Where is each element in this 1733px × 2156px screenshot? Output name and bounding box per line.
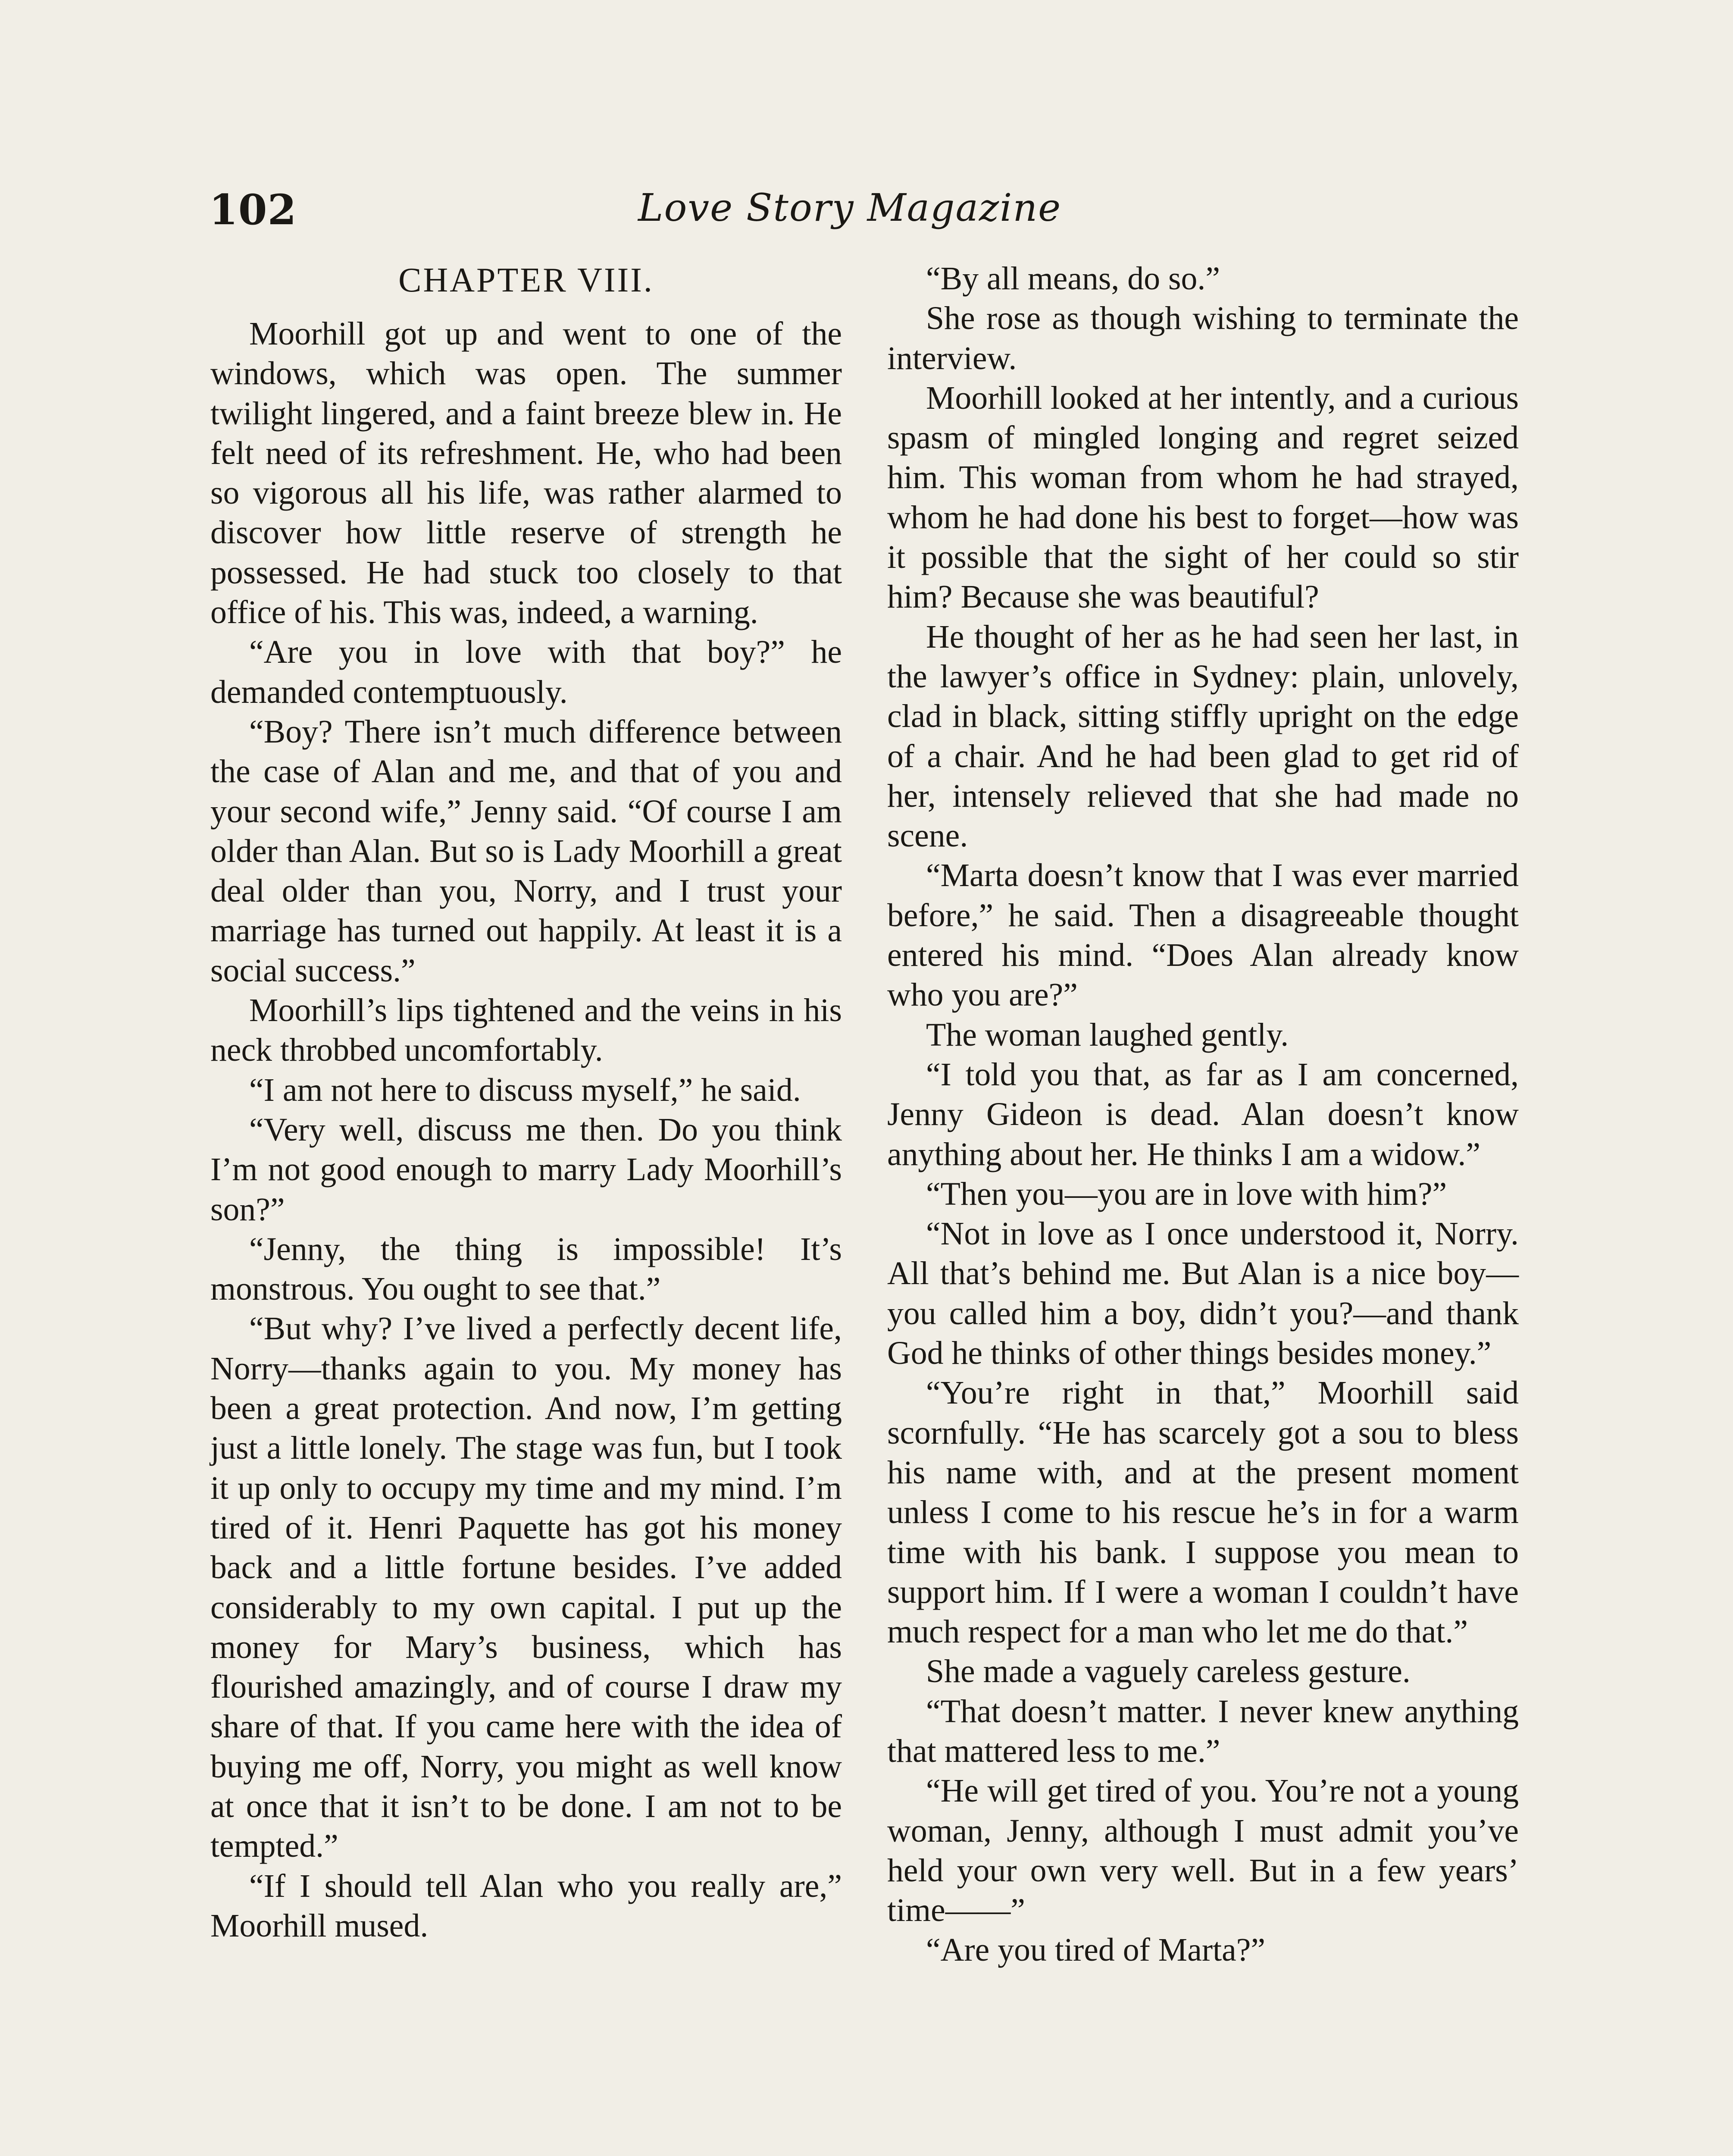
paragraph: “But why? I’ve lived a perfectly decent life, Norry—thanks again to you. My money has been a great protection. And now, I’m getting just a little lonely. The stage was fun, but I took it up only to occupy my time and my mind. I’m tired of it. Henri Paquette has got his money back and a little fortune besides. I’ve added considerably to my own capital. I put up the money for Mary’s business, which has flourished amazingly, and of course I draw my share of that. If you came here with the idea of buying me off, Norry, you might as well know at once that it isn’t to be done. I am not to be tempted.” <box>210 1310 842 1865</box>
paragraph: “He will get tired of you. You’re not a young woman, Jenny, although I must admit you’ve held your own very well. But in a few years’ time——” <box>887 1773 1519 1929</box>
paragraph: Moorhill’s lips tightened and the veins in his neck throbbed uncomfortably. <box>210 992 842 1069</box>
paragraph: Moorhill looked at her intently, and a curious spasm of mingled longing and regret seized him. This woman from whom he had strayed, whom he had done his best to forget—how was it possible that the sight of her could so stir him? Because she was beautiful? <box>887 379 1519 615</box>
running-head-title: Love Story Magazine <box>638 185 1062 230</box>
left-column <box>210 259 842 1946</box>
paragraph: She made a vaguely careless gesture. <box>926 1653 1411 1690</box>
paragraph: “If I should tell Alan who you really are,” Moorhill mused. <box>210 1868 842 1944</box>
paragraph: “Are you in love with that boy?” he demanded contemptuously. <box>210 634 842 710</box>
paragraph: “I am not here to discuss myself,” he said. <box>249 1072 801 1108</box>
page-number: 102 <box>209 185 297 234</box>
paragraph: “By all means, do so.” <box>926 260 1220 297</box>
paragraph: “That doesn’t matter. I never knew anything that mattered less to me.” <box>887 1693 1519 1769</box>
paragraph: Moorhill got up and went to one of the windows, which was open. The summer twilight lingered, and a faint breeze blew in. He felt need of its refreshment. He, who had been so vigorous all his life, was rather alarmed to discover how little reserve of strength he possessed. He had stuck too closely to that office of his. This was, indeed, a warning. <box>210 316 842 631</box>
paragraph: She rose as though wishing to terminate the interview. <box>887 300 1519 376</box>
paragraph: “Jenny, the thing is impossible! It’s monstrous. You ought to see that.” <box>210 1231 842 1307</box>
paragraph: The woman laughed gently. <box>926 1016 1289 1053</box>
paragraph: “You’re right in that,” Moorhill said scornfully. “He has scarcely got a sou to bless his name with, and at the present moment unless I come to his rescue he’s in for a warm time with his bank. I suppose you mean to support him. If I were a woman I couldn’t have much respect for a man who let me do that.” <box>887 1375 1519 1650</box>
paragraph: He thought of her as he had seen her last, in the lawyer’s office in Sydney: plain, unlovely, clad in black, sitting stiffly upright on the edge of a chair. And he had been glad to get rid of her, intensely relieved that she had made no scene. <box>887 618 1519 854</box>
paragraph: “I told you that, as far as I am concerned, Jenny Gideon is dead. Alan doesn’t know anything about her. He thinks I am a widow.” <box>887 1056 1519 1172</box>
paragraph: “Are you tired of Marta?” <box>926 1932 1266 1968</box>
chapter-heading: CHAPTER VIII. <box>398 261 654 299</box>
right-column <box>887 259 1519 1970</box>
paragraph: “Very well, discuss me then. Do you think I’m not good enough to marry Lady Moorhill’s son?” <box>210 1111 842 1228</box>
paragraph: “Marta doesn’t know that I was ever married before,” he said. Then a disagreeable thought entered his mind. “Does Alan already know who you are?” <box>887 857 1519 1013</box>
paragraph: “Then you—you are in love with him?” <box>926 1175 1447 1212</box>
paragraph: “Not in love as I once understood it, Norry. All that’s behind me. But Alan is a nice boy—you called him a boy, didn’t you?—and thank God he thinks of other things besides money.” <box>887 1216 1519 1372</box>
paragraph: “Boy? There isn’t much difference between the case of Alan and me, and that of you and your second wife,” Jenny said. “Of course I am older than Alan. But so is Lady Moorhill a great deal older than you, Norry, and I trust your marriage has turned out happily. At least it is a social success.” <box>210 713 842 989</box>
